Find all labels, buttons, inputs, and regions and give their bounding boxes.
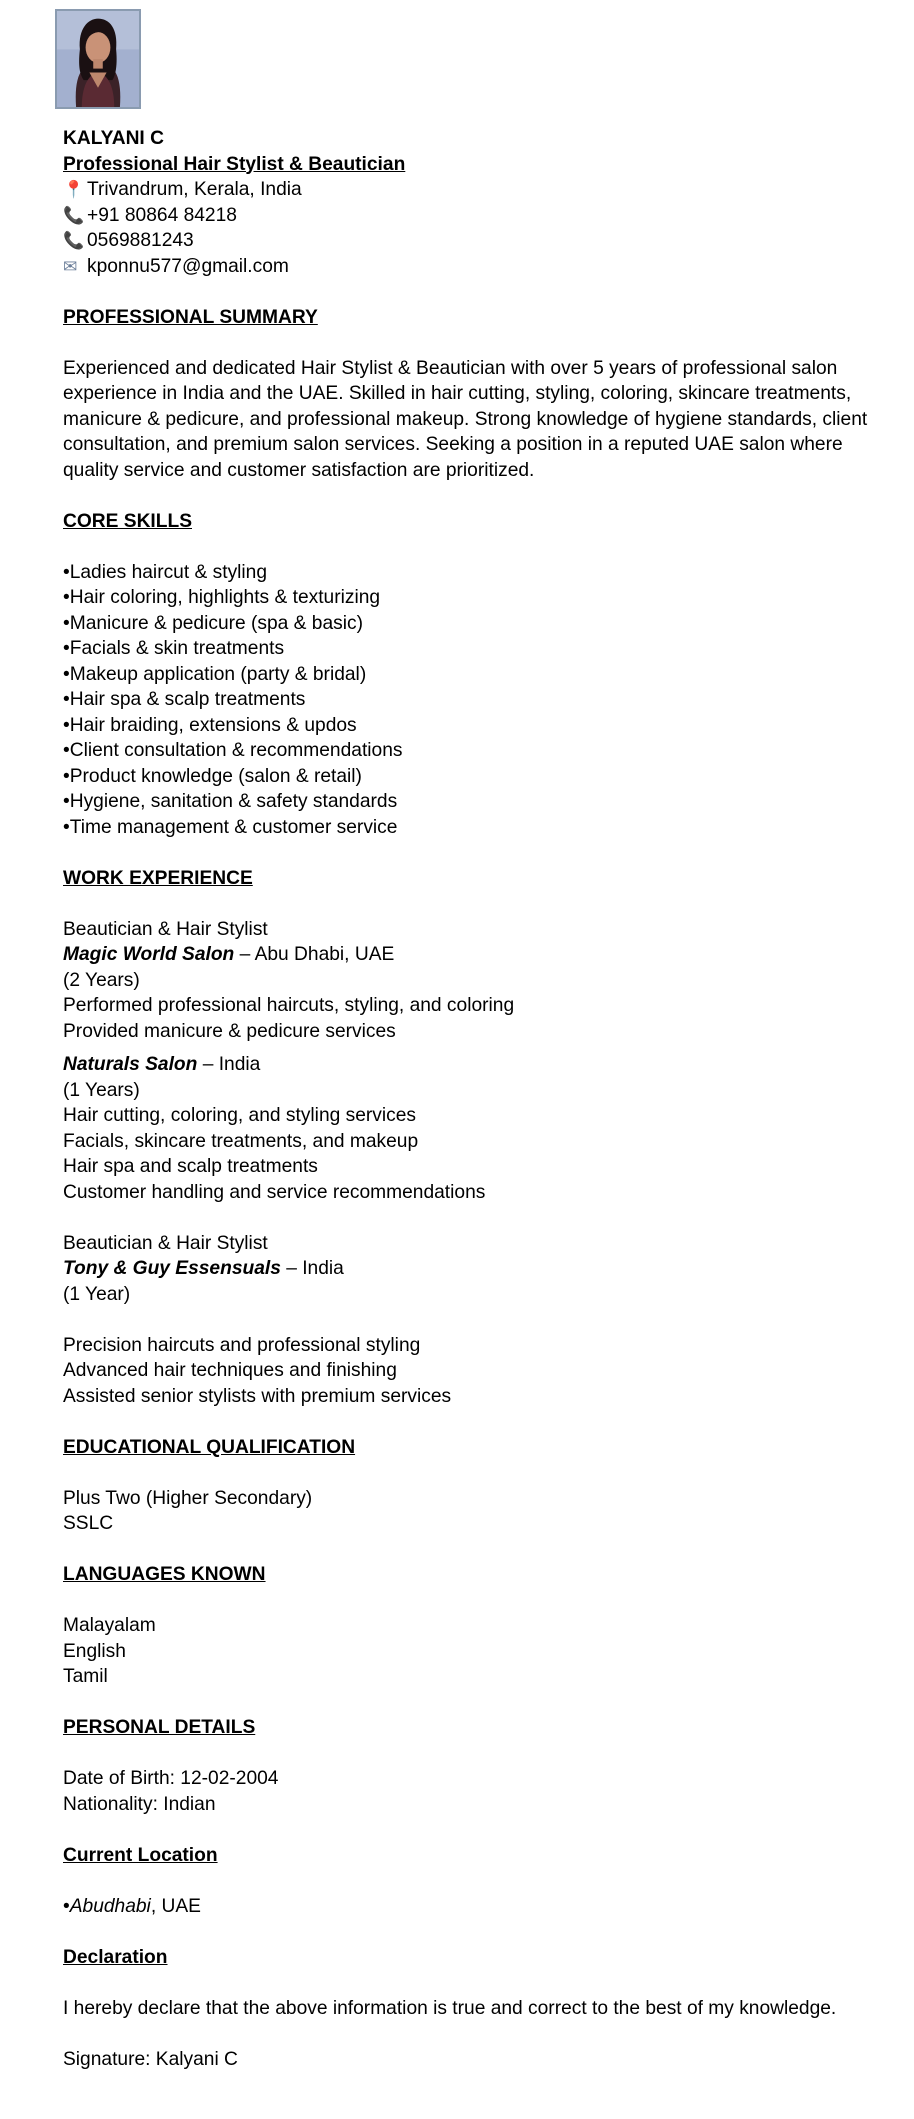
mail-icon: ✉	[63, 256, 78, 277]
contact-phone-2	[63, 228, 883, 254]
declaration-text: I hereby declare that the above information is true and correct to the best of my knowledge.	[63, 1997, 837, 2019]
location-country: , UAE	[150, 1895, 201, 1917]
phone-icon: 📞	[63, 231, 85, 251]
phone-icon: 📞	[63, 205, 85, 226]
languages-heading: LANGUAGES KNOWN	[63, 1564, 266, 1585]
personal-heading: PERSONAL DETAILS	[63, 1717, 256, 1738]
job-duty: Performed professional haircuts, styling, and coloring	[63, 995, 515, 1016]
pin-icon: 📍	[63, 180, 85, 200]
job-duty: Precision haircuts and professional styling	[63, 1334, 421, 1356]
salon-place: – India	[197, 1054, 261, 1075]
summary-heading: PROFESSIONAL SUMMARY	[63, 306, 318, 328]
location-text: Trivandrum, Kerala, India	[87, 179, 302, 200]
experience-heading: WORK EXPERIENCE	[63, 867, 253, 889]
current-location-heading: Current Location	[63, 1844, 218, 1866]
skill-item: •Hair coloring, highlights & texturizing	[63, 587, 381, 608]
profile-photo-image	[57, 11, 139, 107]
contact-location	[63, 177, 883, 203]
job-duty: Assisted senior stylists with premium services	[63, 1385, 452, 1407]
contact-email	[63, 254, 883, 280]
skill-item: •Client consultation & recommendations	[63, 740, 403, 761]
language-item: Tamil	[63, 1666, 108, 1687]
profile-photo	[55, 9, 141, 109]
job-duty: Hair cutting, coloring, and styling services	[63, 1105, 416, 1126]
skill-item: •Ladies haircut & styling	[63, 561, 268, 583]
job-duty: Hair spa and scalp treatments	[63, 1156, 318, 1177]
job-role: Beautician & Hair Stylist	[63, 1232, 268, 1254]
education-item: Plus Two (Higher Secondary)	[63, 1487, 313, 1509]
job-salon-line	[63, 1256, 883, 1282]
skill-item: •Hair braiding, extensions & updos	[63, 714, 357, 736]
education-heading: EDUCATIONAL QUALIFICATION	[63, 1436, 356, 1458]
skill-item: •Facials & skin treatments	[63, 638, 285, 659]
job-duty: Facials, skincare treatments, and makeup	[63, 1130, 419, 1152]
job-duration: (2 Years)	[63, 969, 140, 991]
job-duty: Provided manicure & pedicure services	[63, 1020, 396, 1042]
current-location-value	[63, 1894, 883, 1920]
language-item: English	[63, 1640, 126, 1662]
job-duty: Advanced hair techniques and finishing	[63, 1360, 397, 1381]
education-item: SSLC	[63, 1513, 114, 1534]
date-of-birth: Date of Birth: 12-02-2004	[63, 1768, 279, 1789]
skill-item: •Time management & customer service	[63, 816, 398, 838]
job-salon-line	[63, 1052, 883, 1078]
salon-name: Naturals Salon	[63, 1054, 198, 1075]
salon-place: – India	[280, 1258, 344, 1279]
job-duration: (1 Year)	[63, 1283, 131, 1305]
salon-name: Magic World Salon	[63, 944, 235, 965]
skill-item: •Manicure & pedicure (spa & basic)	[63, 612, 363, 634]
signature: Signature: Kalyani C	[63, 2048, 238, 2070]
candidate-name: KALYANI C	[63, 128, 164, 149]
location-bullet: •	[63, 1895, 70, 1917]
language-item: Malayalam	[63, 1615, 156, 1636]
location-city: Abudhabi	[69, 1895, 151, 1917]
salon-place: – Abu Dhabi, UAE	[234, 944, 395, 965]
skill-item: •Makeup application (party & bridal)	[63, 663, 367, 685]
email-text: kponnu577@gmail.com	[87, 255, 289, 277]
job-duration: (1 Years)	[63, 1079, 140, 1101]
phone-1-text: +91 80864 84218	[87, 204, 237, 226]
contact-phone-1	[63, 203, 883, 229]
job-salon-line	[63, 942, 883, 968]
skills-heading: CORE SKILLS	[63, 510, 192, 532]
skill-item: •Hair spa & scalp treatments	[63, 689, 306, 710]
skill-item: •Hygiene, sanitation & safety standards	[63, 791, 398, 812]
job-role: Beautician & Hair Stylist	[63, 918, 268, 940]
candidate-title: Professional Hair Stylist & Beautician	[63, 153, 406, 175]
phone-2-text: 0569881243	[87, 230, 194, 251]
summary-text: Experienced and dedicated Hair Stylist & Beautician with over 5 years of professional salon experience in India and the UAE. Skilled in hair cutting, styling, coloring, skincare treatments, manicure & pedicure, and professional makeup. Strong knowledge of hygiene standards, client consultation, and premium salon services. Seeking a position in a reputed UAE salon where quality service and customer satisfaction are prioritized.	[63, 357, 868, 481]
declaration-heading: Declaration	[63, 1946, 168, 1968]
salon-name: Tony & Guy Essensuals	[63, 1258, 281, 1279]
nationality: Nationality: Indian	[63, 1793, 216, 1815]
resume-content	[63, 126, 883, 2072]
job-duty: Customer handling and service recommendations	[63, 1181, 486, 1203]
skill-item: •Product knowledge (salon & retail)	[63, 765, 362, 787]
